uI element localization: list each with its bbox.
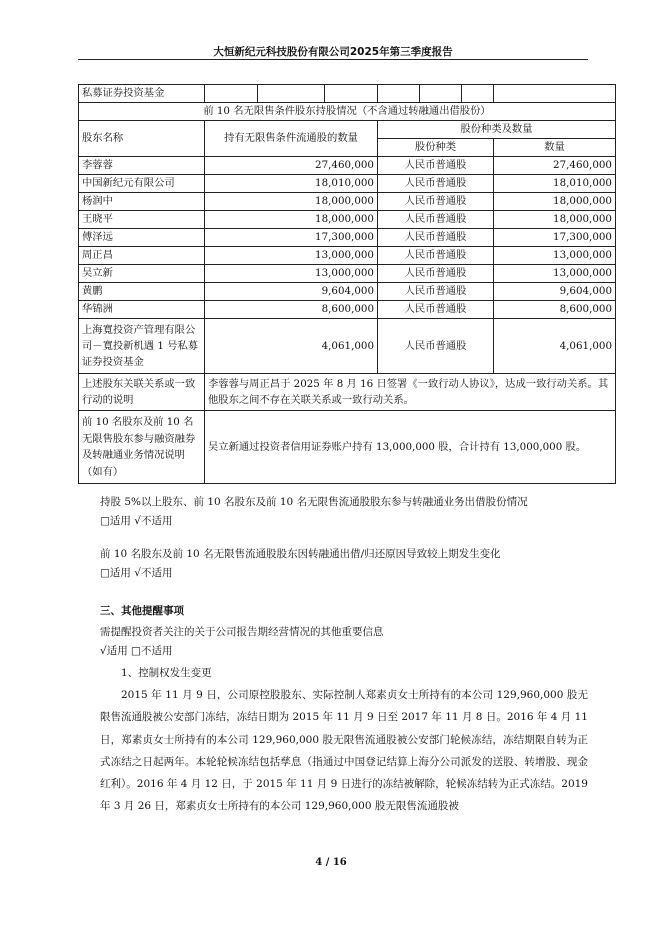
holder-qty: 18,000,000	[205, 193, 378, 211]
holder-qty: 18,000,000	[205, 211, 378, 229]
holder-qty: 4,061,000	[205, 319, 378, 374]
share-type: 人民币普通股	[378, 229, 494, 247]
related-text: 李蓉蓉与周正昌于 2025 年 8 月 16 日签署《一致行动人协议》，达成一致行动关系。其他股东之间不存在关联关系或一致行动关系。	[205, 374, 616, 411]
margin-text: 吴立新通过投资者信用证券账户持有 13,000,000 股，合计持有 13,000,000 股。	[205, 411, 616, 484]
table-row	[79, 374, 616, 411]
holder-qty: 8,600,000	[205, 301, 378, 319]
share-amount: 8,600,000	[494, 301, 616, 319]
share-type: 人民币普通股	[378, 301, 494, 319]
table-row	[79, 211, 616, 229]
share-amount: 27,460,000	[494, 157, 616, 175]
col-type-header: 股份种类	[378, 139, 494, 157]
col-holder-header: 股东名称	[79, 121, 205, 157]
col-amount-header: 数量	[494, 139, 616, 157]
share-amount: 17,300,000	[494, 229, 616, 247]
table-row	[79, 229, 616, 247]
section-intro: 需提醒投资者关注的关于公司报告期经营情况的其他重要信息	[100, 626, 384, 638]
fund-label-cell: 私募证券投资基金	[79, 85, 205, 103]
share-amount: 18,000,000	[494, 211, 616, 229]
holder-qty: 13,000,000	[205, 247, 378, 265]
table-header-row	[79, 121, 616, 139]
section-subheading: 1、控制权发生变更	[121, 667, 212, 679]
holder-name: 傅泽远	[79, 229, 205, 247]
table-section-title-row	[79, 103, 616, 121]
share-type: 人民币普通股	[378, 157, 494, 175]
table-row	[79, 301, 616, 319]
holder-qty: 9,604,000	[205, 283, 378, 301]
holder-qty: 13,000,000	[205, 265, 378, 283]
report-header: 大恒新纪元科技股份有限公司2025年第三季度报告	[213, 46, 453, 58]
col-type-group-header: 股份种类及数量	[378, 121, 616, 139]
control-change-paragraph: 2015 年 11 月 9 日，公司原控股股东、实际控制人郑素贞女士所持有的本公司 129,960,000 股无限售流通股被公安部门冻结，冻结日期为 2015 年 11 月 9 日至 2017 年 11 月 8 日。2016 年 4 月 11 日，郑素贞女士所持有的本公司 129,960,000 股无限售流通股被公安部门轮候冻结，冻结期限自转为正式冻结之日起两年。本轮轮候冻结包括孳息（指通过中国登记结算上海分公司派发的送股、转增股、现金红利）。2016 年 4 月 12 日，于 2015 年 11 月 9 日进行的冻结被解除，轮候冻结转为正式冻结。2019 年 3 月 26 日，郑素贞女士所持有的本公司 129,960,000 股无限售流通股被	[100, 689, 588, 813]
margin-label: 前 10 名股东及前 10 名无限售股东参与融资融券及转融通业务情况说明（如有）	[79, 411, 205, 484]
share-type: 人民币普通股	[378, 283, 494, 301]
shareholder-table	[78, 84, 616, 484]
section-heading: 三、其他提醒事项	[100, 605, 184, 617]
change-title: 前 10 名股东及前 10 名无限售流通股股东因转融通出借/归还原因导致较上期发生变化	[100, 548, 501, 560]
holder-name: 华锦洲	[79, 301, 205, 319]
holder-qty: 18,010,000	[205, 175, 378, 193]
page-number: 4 / 16	[315, 857, 347, 868]
holder-name: 杨润中	[79, 193, 205, 211]
share-type: 人民币普通股	[378, 247, 494, 265]
table-row	[79, 157, 616, 175]
share-type: 人民币普通股	[378, 211, 494, 229]
section-choice: √适用 □不适用	[100, 645, 173, 657]
share-type: 人民币普通股	[378, 319, 494, 374]
table-row	[79, 247, 616, 265]
table-row	[79, 283, 616, 301]
holder-qty: 17,300,000	[205, 229, 378, 247]
table-row	[79, 265, 616, 283]
holder-name: 李蓉蓉	[79, 157, 205, 175]
holder-name: 吴立新	[79, 265, 205, 283]
table-row	[79, 319, 616, 374]
col-qty-header: 持有无限售条件流通股的数量	[205, 121, 378, 157]
share-type: 人民币普通股	[378, 175, 494, 193]
share-type: 人民币普通股	[378, 265, 494, 283]
holder-name: 黄鹏	[79, 283, 205, 301]
table-row	[79, 85, 616, 103]
share-amount: 13,000,000	[494, 247, 616, 265]
lending-title: 持股 5%以上股东、前 10 名股东及前 10 名无限售流通股股东参与转融通业务出借股份情况	[100, 496, 528, 508]
share-amount: 4,061,000	[494, 319, 616, 374]
share-amount: 13,000,000	[494, 265, 616, 283]
share-amount: 18,010,000	[494, 175, 616, 193]
holder-name: 王晓平	[79, 211, 205, 229]
table-row	[79, 411, 616, 484]
table-row	[79, 193, 616, 211]
holder-name: 中国新纪元有限公司	[79, 175, 205, 193]
share-type: 人民币普通股	[378, 193, 494, 211]
holder-name: 周正昌	[79, 247, 205, 265]
holder-qty: 27,460,000	[205, 157, 378, 175]
share-amount: 9,604,000	[494, 283, 616, 301]
change-choice: □适用 √不适用	[100, 567, 173, 579]
share-amount: 18,000,000	[494, 193, 616, 211]
section-title: 前 10 名无限售条件股东持股情况（不含通过转融通出借股份）	[79, 103, 616, 121]
holder-name: 上海寬投资产管理有限公司－寬投新机遇 1 号私募证券投资基金	[79, 319, 205, 374]
related-label: 上述股东关联关系或一致行动的说明	[79, 374, 205, 411]
lending-choice: □适用 √不适用	[100, 515, 173, 527]
header-rule	[78, 59, 588, 60]
table-row	[79, 175, 616, 193]
